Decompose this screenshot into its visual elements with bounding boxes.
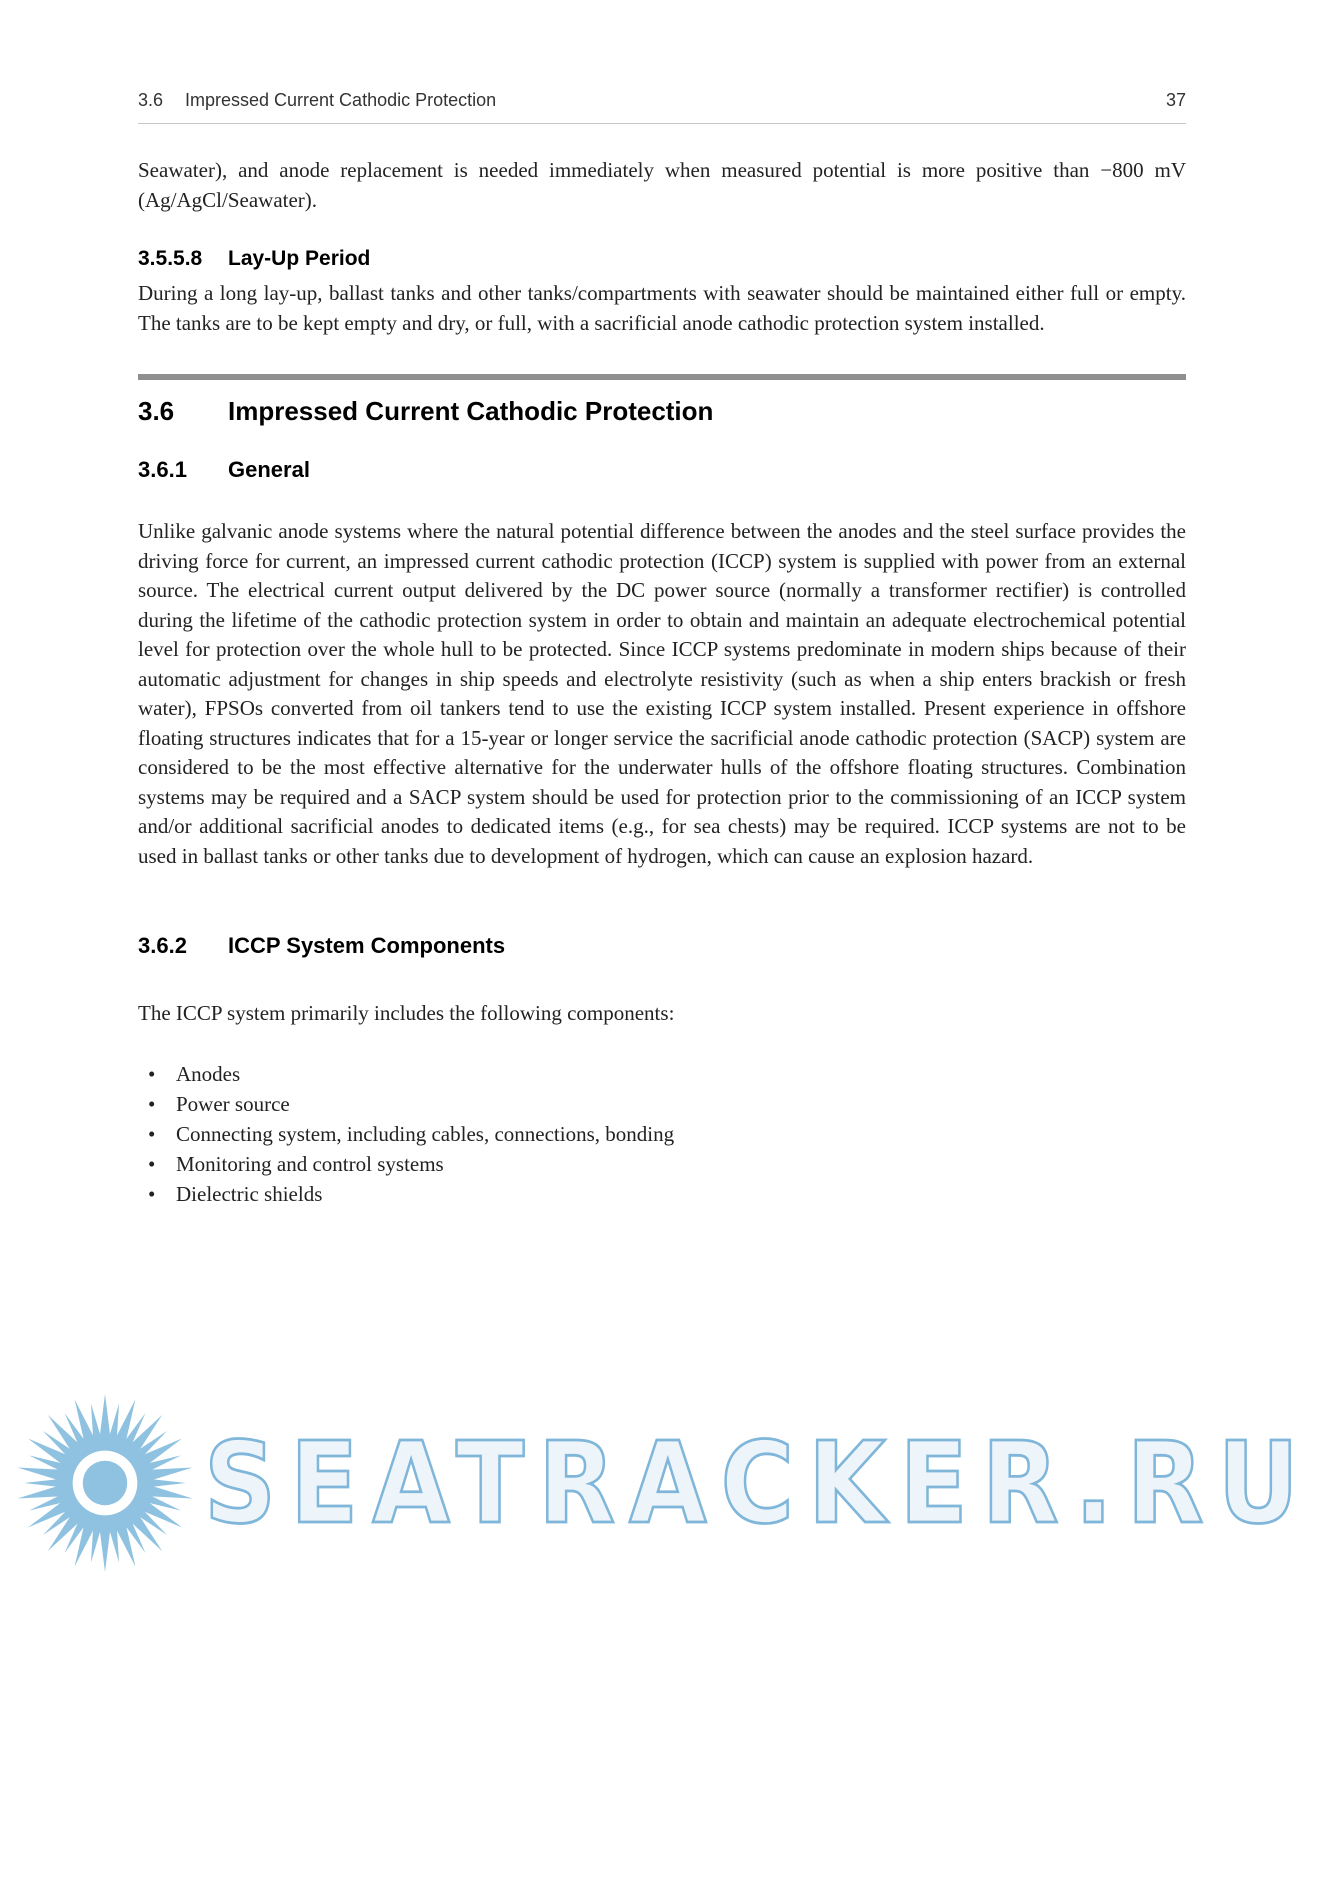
heading-impressed-current	[138, 396, 1186, 427]
running-head-section-number: 3.6	[138, 90, 164, 110]
heading-title: General	[228, 457, 310, 482]
list-item: • Power source	[138, 1089, 1186, 1119]
page-number: 37	[1165, 90, 1186, 110]
heading-title: Impressed Current Cathodic Protection	[228, 396, 714, 426]
sunburst-icon	[14, 1392, 196, 1574]
running-head	[138, 90, 1186, 124]
paragraph-layup-period: During a long lay-up, ballast tanks and other tanks/compartments with seawater should be maintained either full or empty. The tanks are to be kept empty and dry, or full, with a sacrificial anode cathodic protection system installed.	[138, 281, 1186, 335]
heading-title: ICCP System Components	[228, 933, 506, 958]
heading-iccp-components	[138, 933, 1186, 959]
list-item: • Anodes	[138, 1059, 1186, 1089]
running-head-section-title: Impressed Current Cathodic Protection	[185, 90, 497, 110]
section-divider-rule	[138, 374, 1186, 380]
heading-number: 3.5.5.8	[138, 247, 203, 270]
paragraph-general: Unlike galvanic anode systems where the natural potential difference between the anodes and the steel surface provides the driving force for current, an impressed current cathodic protection (ICCP) system is supplied with power from an external source. The electrical current output delivered by the DC power source (normally a transformer rectifier) is controlled during the lifetime of the cathodic protection system in order to obtain and maintain an adequate electrochemical potential level for protection over the whole hull to be protected. Since ICCP systems predominate in modern ships because of their automatic adjustment for changes in ship speeds and electrolyte resistivity (such as when a ship enters brackish or fresh water), FPSOs converted from oil tankers tend to use the existing ICCP system installed. Present experience in offshore floating structures indicates that for a 15-year or longer service the sacrificial anode cathodic protection (SACP) system are considered to be the most effective alternative for the underwater hulls of the offshore floating structures. Combination systems may be required and a SACP system should be used for protection prior to the commissioning of an ICCP system and/or additional sacrificial anodes to dedicated items (e.g., for sea chests) may be required. ICCP systems are not to be used in ballast tanks or other tanks due to development of hydrogen, which can cause an explosion hazard.	[138, 519, 1186, 868]
paragraph-seawater-continuation: Seawater), and anode replacement is needed immediately when measured potential is more positive than −800 mV (Ag/AgCl/Seawater).	[138, 158, 1186, 212]
list-item: • Monitoring and control systems	[138, 1149, 1186, 1179]
heading-general	[138, 457, 1186, 483]
list-item: • Dielectric shields	[138, 1179, 1186, 1209]
heading-number: 3.6.1	[138, 457, 187, 482]
list-item: • Connecting system, including cables, connections, bonding	[138, 1119, 1186, 1149]
watermark-text: SEATRACKER.RU	[204, 1417, 1313, 1549]
heading-layup-period	[138, 247, 1186, 271]
running-head-title	[138, 90, 496, 111]
components-bullet-list	[138, 1059, 1186, 1209]
page-content	[138, 0, 1186, 1209]
watermark	[0, 1392, 1323, 1574]
heading-number: 3.6.2	[138, 933, 187, 958]
heading-number: 3.6	[138, 396, 175, 426]
paragraph-components-intro: The ICCP system primarily includes the following components:	[138, 1001, 675, 1025]
heading-title: Lay-Up Period	[228, 247, 371, 270]
